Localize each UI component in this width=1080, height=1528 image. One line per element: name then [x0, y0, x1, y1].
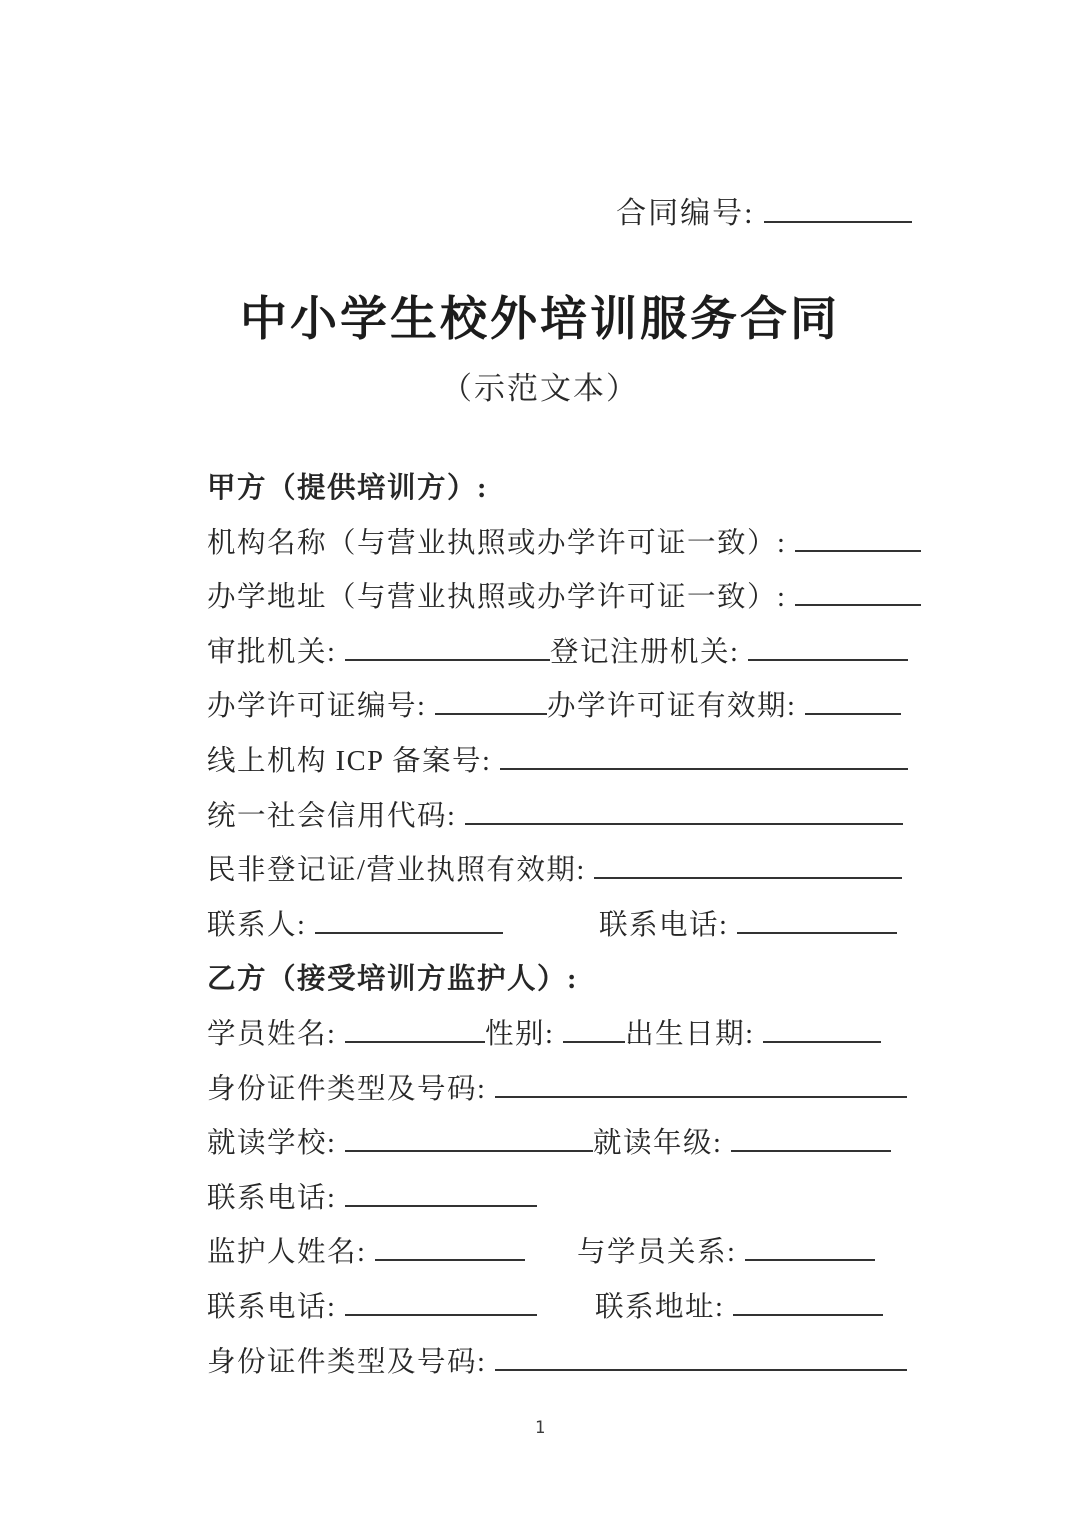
guardian-phone-blank: [345, 1287, 537, 1316]
line-student-id: [207, 1063, 927, 1118]
contract-number-blank: [764, 193, 912, 223]
page-number: 1: [534, 1418, 546, 1438]
student-phone-blank: [345, 1178, 537, 1207]
line-icp-number: [207, 735, 927, 790]
school-label: 就读学校:: [207, 1128, 346, 1160]
credit-code-label: 统一社会信用代码:: [207, 800, 466, 832]
org-name-label: 机构名称（与营业执照或办学许可证一致）:: [207, 527, 796, 559]
line-party-b-header: [207, 953, 927, 1008]
line-guardian-id: [207, 1336, 927, 1391]
gender-blank: [563, 1014, 625, 1043]
school-address-blank: [795, 578, 921, 607]
page-title: 中小学生校外培训服务合同: [240, 294, 840, 346]
license-number-blank: [435, 687, 547, 716]
student-name-label: 学员姓名:: [207, 1018, 346, 1050]
guardian-id-blank: [495, 1342, 907, 1371]
student-phone-label: 联系电话:: [207, 1182, 346, 1214]
line-guardian-name: [207, 1226, 927, 1281]
line-school-address: [207, 571, 927, 626]
line-student-phone: [207, 1172, 927, 1227]
form-lines: [207, 462, 927, 1390]
guardian-id-label: 身份证件类型及号码:: [207, 1346, 496, 1378]
line-license-validity-period: [207, 844, 927, 899]
school-blank: [345, 1124, 593, 1153]
page-subtitle: （示范文本）: [441, 371, 639, 406]
student-id-blank: [495, 1069, 907, 1098]
guardian-phone-label: 联系电话:: [207, 1291, 346, 1323]
license-number-label: 办学许可证有效期:: [547, 691, 806, 723]
org-name-blank: [795, 523, 921, 552]
line-guardian-phone: [207, 1281, 927, 1336]
icp-number-label: 线上机构 ICP 备案号:: [207, 745, 501, 777]
party-a-contact-label: 联系人:: [207, 909, 316, 941]
grade-blank: [731, 1124, 891, 1153]
guardian-name-blank: [375, 1233, 525, 1262]
license-validity-blank: [805, 687, 901, 716]
line-party-a-header: [207, 462, 927, 517]
approval-authority-label: 登记注册机关:: [550, 636, 749, 668]
guardian-name-label: 监护人姓名:: [207, 1237, 376, 1269]
birth-date-blank: [763, 1014, 881, 1043]
spacer: [525, 1233, 577, 1262]
license-validity-period-blank: [594, 851, 902, 880]
party-a-phone-blank: [737, 905, 897, 934]
line-student-name: [207, 1008, 927, 1063]
registration-authority-blank: [748, 632, 908, 661]
license-validity-period-label: 民非登记证/营业执照有效期:: [207, 855, 595, 887]
student-id-label: 身份证件类型及号码:: [207, 1073, 496, 1105]
line-license-number: [207, 680, 927, 735]
student-name-label: 出生日期:: [625, 1018, 764, 1050]
party-a-contact-label: 联系电话:: [599, 909, 738, 941]
license-number-label: 办学许可证编号:: [207, 691, 436, 723]
student-name-blank: [345, 1014, 485, 1043]
line-party-a-contact: [207, 899, 927, 954]
line-approval-authority: [207, 626, 927, 681]
contact-address-blank: [733, 1287, 883, 1316]
credit-code-blank: [465, 796, 903, 825]
approval-authority-label: 审批机关:: [207, 636, 346, 668]
party-a-header-label: 甲方（提供培训方）:: [207, 473, 488, 504]
spacer: [537, 1287, 595, 1316]
school-label: 就读年级:: [593, 1128, 732, 1160]
contract-number-row: [0, 188, 912, 232]
contract-number-label: 合同编号:: [616, 197, 755, 230]
contact-person-blank: [315, 905, 503, 934]
school-address-label: 办学地址（与营业执照或办学许可证一致）:: [207, 582, 796, 614]
line-school: [207, 1117, 927, 1172]
student-name-label: 性别:: [485, 1018, 564, 1050]
party-b-header-label: 乙方（接受培训方监护人）:: [207, 964, 578, 996]
relationship-blank: [745, 1233, 875, 1262]
line-org-name: [207, 517, 927, 572]
icp-number-blank: [500, 741, 908, 770]
spacer: [503, 905, 599, 934]
approval-authority-blank: [345, 632, 550, 661]
line-credit-code: [207, 790, 927, 845]
guardian-name-label: 与学员关系:: [577, 1237, 746, 1269]
guardian-phone-label: 联系地址:: [595, 1291, 734, 1323]
